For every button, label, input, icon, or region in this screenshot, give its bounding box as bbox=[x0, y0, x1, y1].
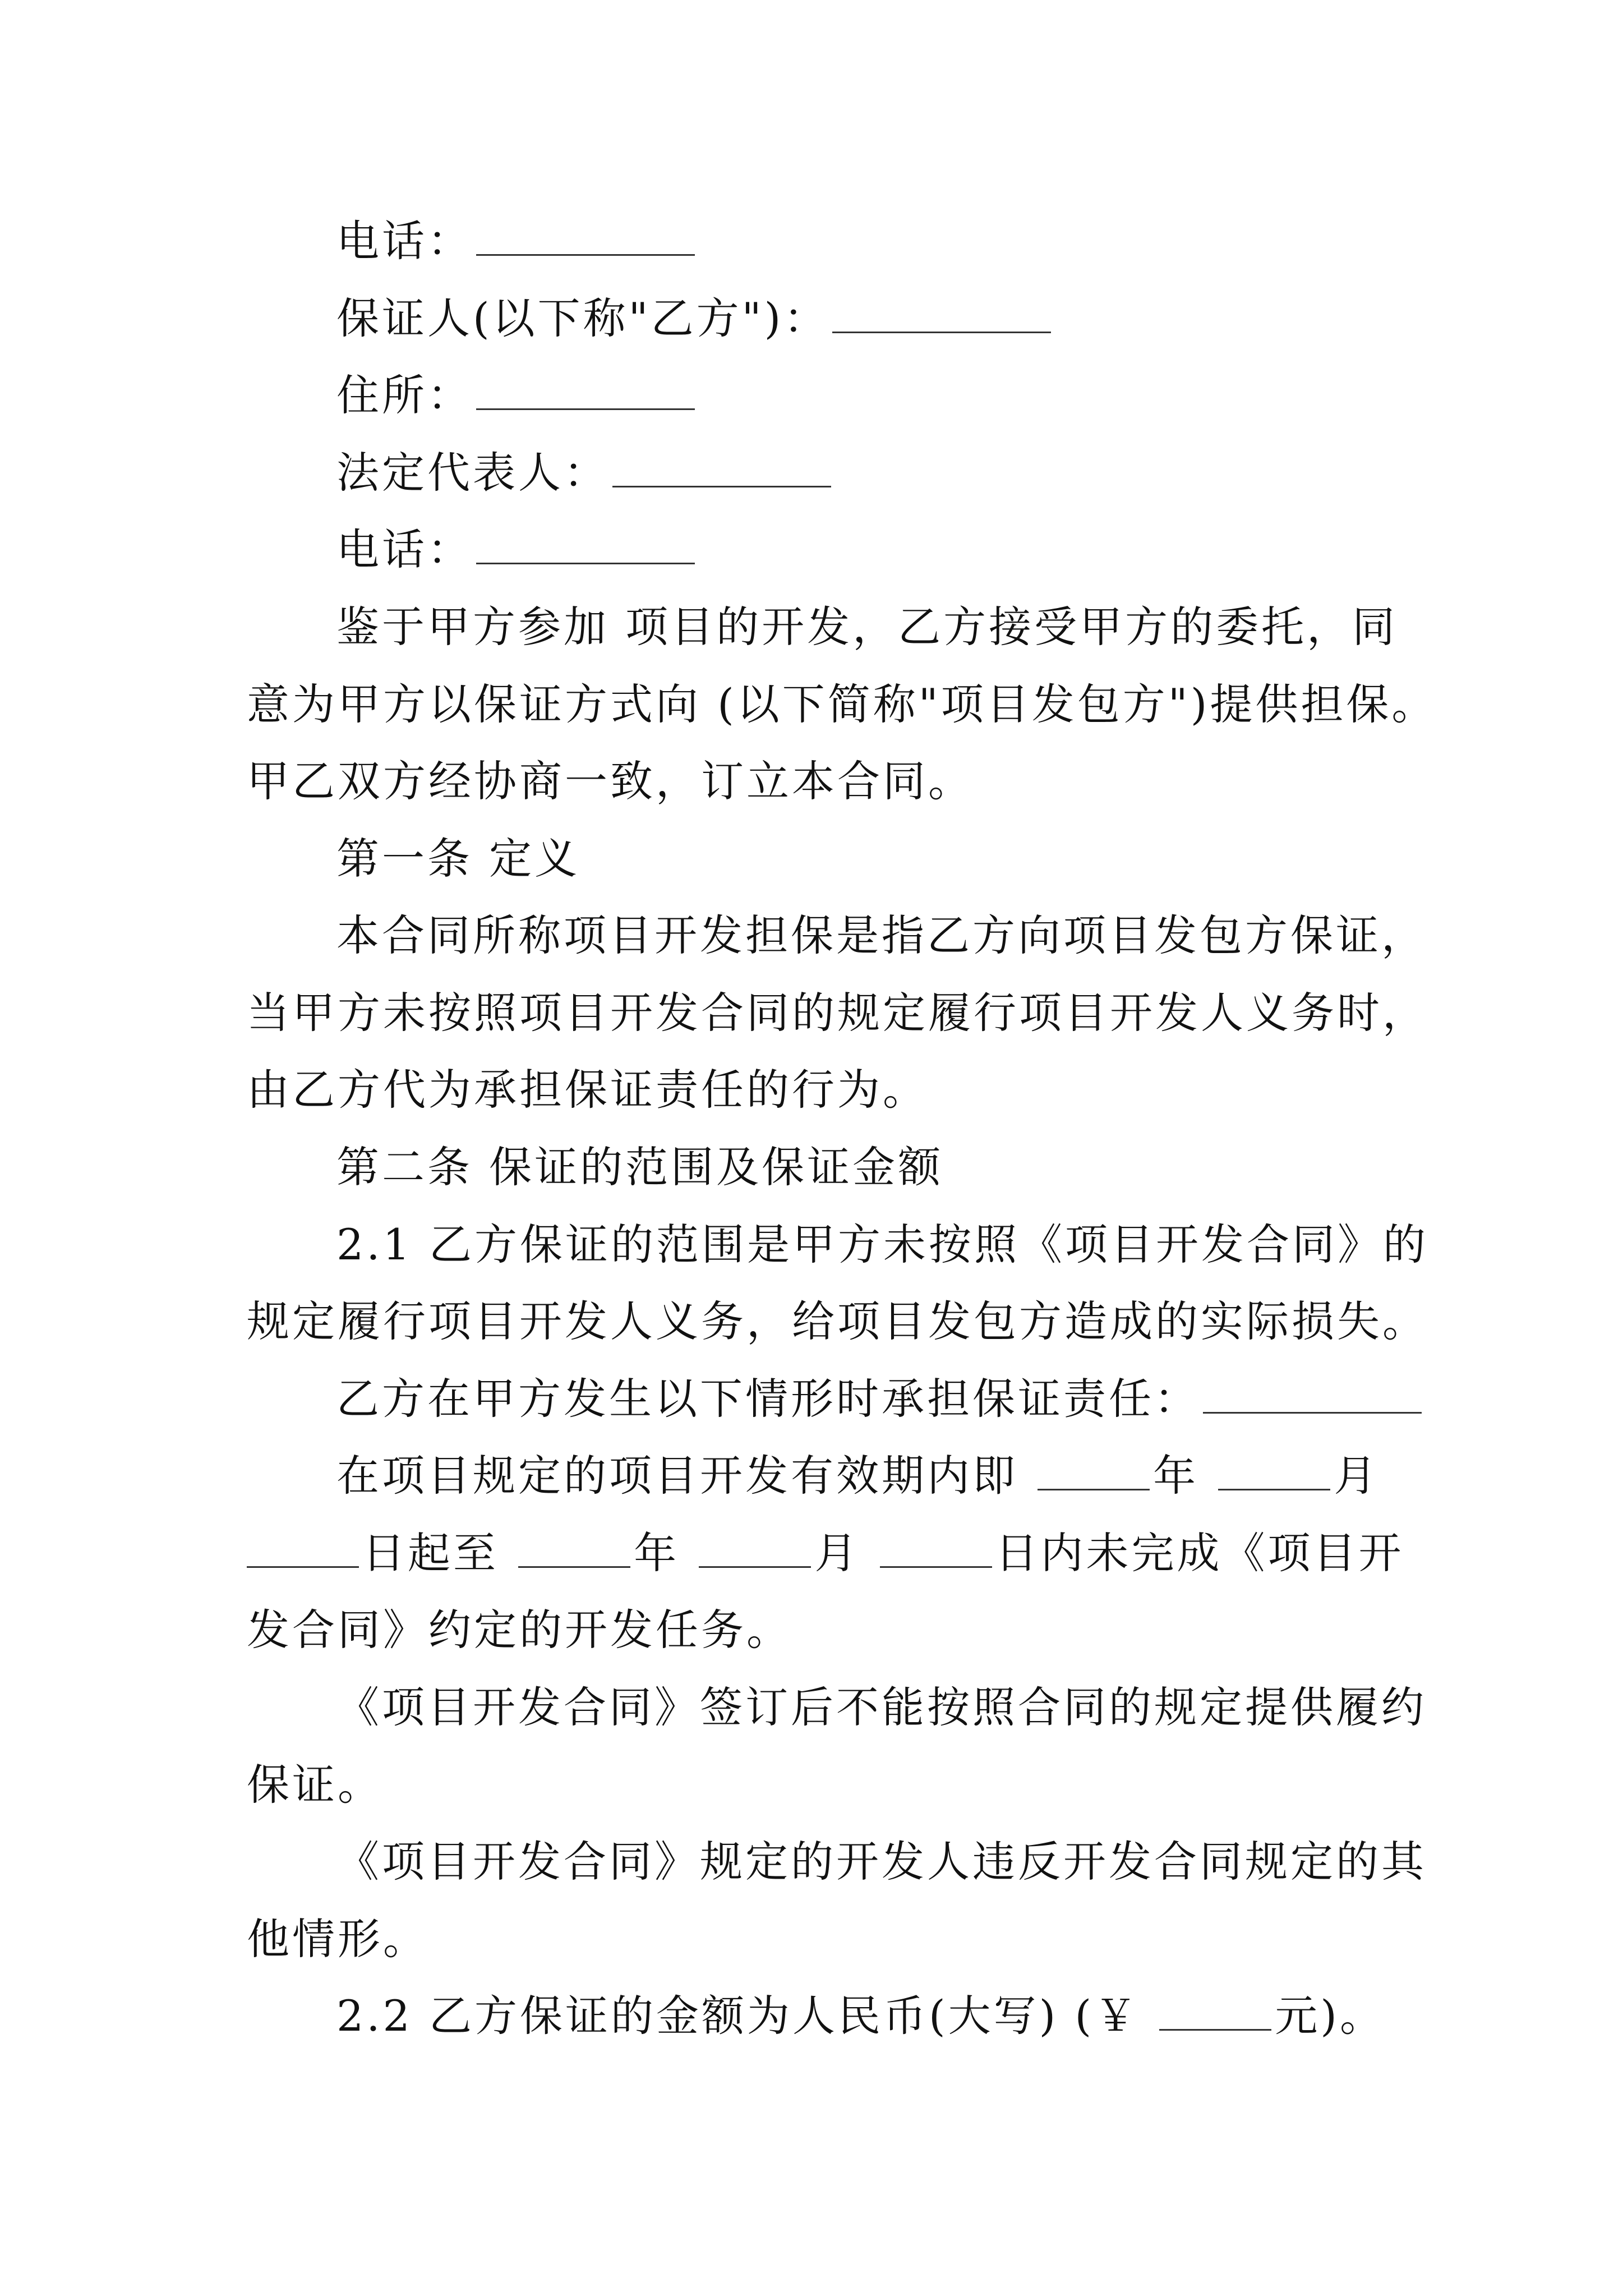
paragraph-line: 他情形。 bbox=[247, 1914, 428, 1964]
paragraph-line: 保证。 bbox=[247, 1760, 383, 1810]
end-day-blank[interactable] bbox=[880, 1530, 992, 1568]
paragraph-line: 由乙方代为承担保证责任的行为。 bbox=[247, 1065, 928, 1115]
amount-line bbox=[336, 1988, 1385, 2044]
amount-tail: 元)。 bbox=[1275, 1991, 1385, 2041]
paragraph-line: 发合同》约定的开发任务。 bbox=[247, 1605, 792, 1655]
paragraph-line: 2.1 乙方保证的范围是甲方未按照《项目开发合同》的 bbox=[336, 1220, 1429, 1269]
article-heading: 第二条 保证的范围及保证金额 bbox=[336, 1142, 944, 1192]
start-day-blank[interactable] bbox=[247, 1530, 359, 1568]
phone-blank[interactable] bbox=[476, 527, 695, 564]
end-month-blank[interactable] bbox=[699, 1530, 811, 1568]
start-to-label: 日起至 bbox=[362, 1528, 499, 1578]
paragraph-line: 《项目开发合同》签订后不能按照合同的规定提供履约 bbox=[336, 1682, 1427, 1732]
address-line bbox=[336, 367, 698, 424]
paragraph-line: 当甲方未按照项目开发合同的规定履行项目开发人义务时， bbox=[247, 988, 1428, 1038]
party-b-phone-line bbox=[336, 522, 698, 578]
guarantor-blank[interactable] bbox=[832, 296, 1051, 333]
liability-label: 乙方在甲方发生以下情形时承担保证责任： bbox=[336, 1374, 1200, 1424]
year-label: 年 bbox=[1153, 1451, 1199, 1501]
phone-label: 电话： bbox=[336, 216, 473, 266]
address-label: 住所： bbox=[336, 370, 473, 420]
address-blank[interactable] bbox=[476, 372, 695, 410]
validity-tail: 日内未完成《项目开 bbox=[995, 1528, 1404, 1578]
liability-line bbox=[336, 1371, 1425, 1427]
paragraph-line: 《项目开发合同》规定的开发人违反开发合同规定的其 bbox=[336, 1837, 1427, 1887]
paragraph-line: 规定履行项目开发人义务，给项目发包方造成的实际损失。 bbox=[247, 1296, 1428, 1346]
validity-text: 在项目规定的项目开发有效期内即 bbox=[336, 1451, 1018, 1501]
phone-label: 电话： bbox=[336, 524, 473, 574]
start-month-blank[interactable] bbox=[1218, 1453, 1330, 1490]
year-label: 年 bbox=[634, 1528, 680, 1578]
paragraph-line: 鉴于甲方参加 项目的开发，乙方接受甲方的委托，同 bbox=[336, 602, 1398, 652]
amount-label: 2.2 乙方保证的金额为人民币(大写) (￥ bbox=[336, 1991, 1140, 2041]
legal-rep-blank[interactable] bbox=[612, 450, 831, 487]
paragraph-line: 甲乙双方经协商一致，订立本合同。 bbox=[247, 756, 974, 806]
validity-line bbox=[336, 1448, 1379, 1504]
legal-rep-line bbox=[336, 445, 834, 501]
paragraph-line: 本合同所称项目开发担保是指乙方向项目发包方保证， bbox=[336, 910, 1427, 960]
month-label: 月 bbox=[1334, 1451, 1380, 1501]
liability-blank[interactable] bbox=[1203, 1376, 1422, 1414]
party-a-phone-line bbox=[336, 213, 698, 269]
legal-rep-label: 法定代表人： bbox=[336, 448, 609, 498]
paragraph-line: 意为甲方以保证方式向 (以下简称"项目发包方")提供担保。 bbox=[247, 679, 1437, 729]
month-label: 月 bbox=[814, 1528, 860, 1578]
guarantor-label: 保证人(以下称"乙方")： bbox=[336, 293, 829, 343]
article-heading: 第一条 定义 bbox=[336, 834, 580, 884]
start-year-blank[interactable] bbox=[1038, 1453, 1150, 1490]
validity-line-2 bbox=[247, 1525, 1404, 1581]
guarantor-line bbox=[336, 291, 1054, 347]
end-year-blank[interactable] bbox=[518, 1530, 630, 1568]
phone-blank[interactable] bbox=[476, 218, 695, 256]
amount-blank[interactable] bbox=[1159, 1993, 1271, 2031]
